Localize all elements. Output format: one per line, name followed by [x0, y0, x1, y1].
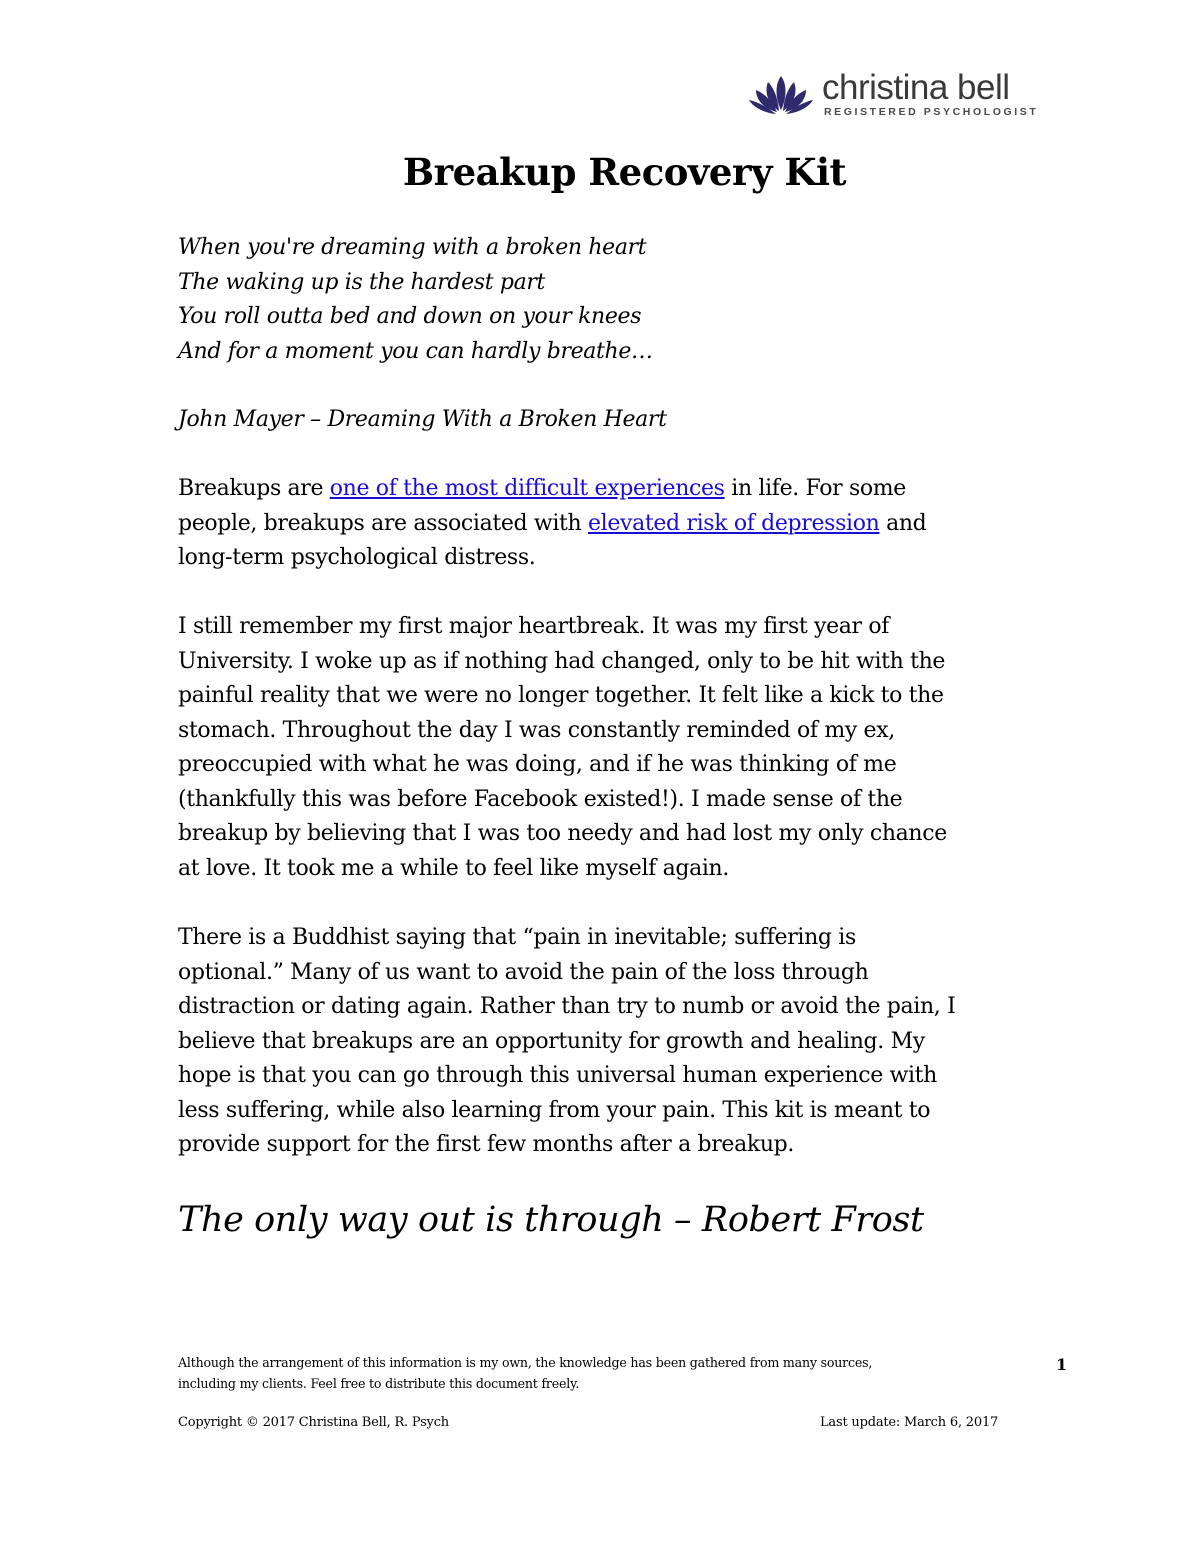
text-span: and: [879, 510, 927, 536]
paragraph-line: I still remember my first major heartbreak. It was my first year of: [178, 614, 890, 639]
paragraph-line: preoccupied with what he was doing, and if he was thinking of me: [178, 752, 897, 777]
paragraph-line: distraction or dating again. Rather than try to numb or avoid the pain, I: [178, 994, 956, 1019]
verse-attribution: John Mayer – Dreaming With a Broken Heart: [178, 407, 667, 432]
song-verse: [178, 231, 1078, 369]
lotus-icon: [748, 74, 814, 116]
paragraph-line: optional.” Many of us want to avoid the pain of the loss through: [178, 959, 869, 985]
verse-line: You roll outta bed and down on your knees: [178, 304, 642, 329]
verse-line: When you're dreaming with a broken heart: [178, 235, 647, 260]
page-number: 1: [1056, 1355, 1068, 1374]
footer-note-line: Although the arrangement of this information is my own, the knowledge has been gathered from many sources,: [178, 1355, 873, 1370]
difficult-experiences-link[interactable]: one of the most difficult experiences: [329, 476, 725, 501]
logo-name: christina bell: [822, 68, 1010, 107]
verse-line: The waking up is the hardest part: [178, 269, 546, 295]
closing-quote: The only way out is through – Robert Frost: [178, 1200, 924, 1240]
document-title: Breakup Recovery Kit: [402, 150, 847, 194]
paragraph-line: provide support for the first few months after a breakup.: [178, 1132, 795, 1157]
paragraph-line: There is a Buddhist saying that “pain in inevitable; suffering is: [178, 925, 856, 950]
text-span: Breakups are: [178, 476, 330, 501]
verse-line: And for a moment you can hardly breathe…: [178, 338, 653, 364]
logo: [748, 68, 1039, 122]
paragraph-line: believe that breakups are an opportunity for growth and healing. My: [178, 1028, 925, 1054]
paragraph-line: long-term psychological distress.: [178, 545, 536, 570]
logo-subtitle: REGISTERED PSYCHOLOGIST: [824, 106, 1039, 118]
story-paragraph: [178, 610, 1078, 886]
paragraph-line: at love. It took me a while to feel like myself again.: [178, 855, 730, 881]
paragraph-line: University. I woke up as if nothing had changed, only to be hit with the: [178, 648, 946, 674]
paragraph-line: stomach. Throughout the day I was constantly reminded of my ex,: [178, 717, 895, 743]
paragraph-line: (thankfully this was before Facebook existed!). I made sense of the: [178, 786, 903, 812]
paragraph-line: [178, 472, 1078, 507]
copyright-notice: Copyright © 2017 Christina Bell, R. Psych: [178, 1415, 449, 1430]
text-span: people, breakups are associated with: [178, 510, 588, 536]
paragraph-line: hope is that you can go through this universal human experience with: [178, 1063, 937, 1088]
last-update-date: Last update: March 6, 2017: [820, 1415, 999, 1430]
paragraph-line: breakup by believing that I was too needy and had lost my only chance: [178, 821, 947, 846]
depression-risk-link[interactable]: elevated risk of depression: [588, 510, 880, 536]
footer-note-line: including my clients. Feel free to distribute this document freely.: [178, 1376, 580, 1391]
footer-note: [178, 1352, 872, 1394]
paragraph-line: less suffering, while also learning from your pain. This kit is meant to: [178, 1097, 931, 1123]
intro-paragraph: [178, 472, 1078, 576]
paragraph-line: painful reality that we were no longer together. It felt like a kick to the: [178, 683, 944, 708]
buddhist-paragraph: [178, 921, 1078, 1163]
paragraph-line: [178, 507, 1078, 542]
text-span: in life. For some: [724, 476, 906, 501]
